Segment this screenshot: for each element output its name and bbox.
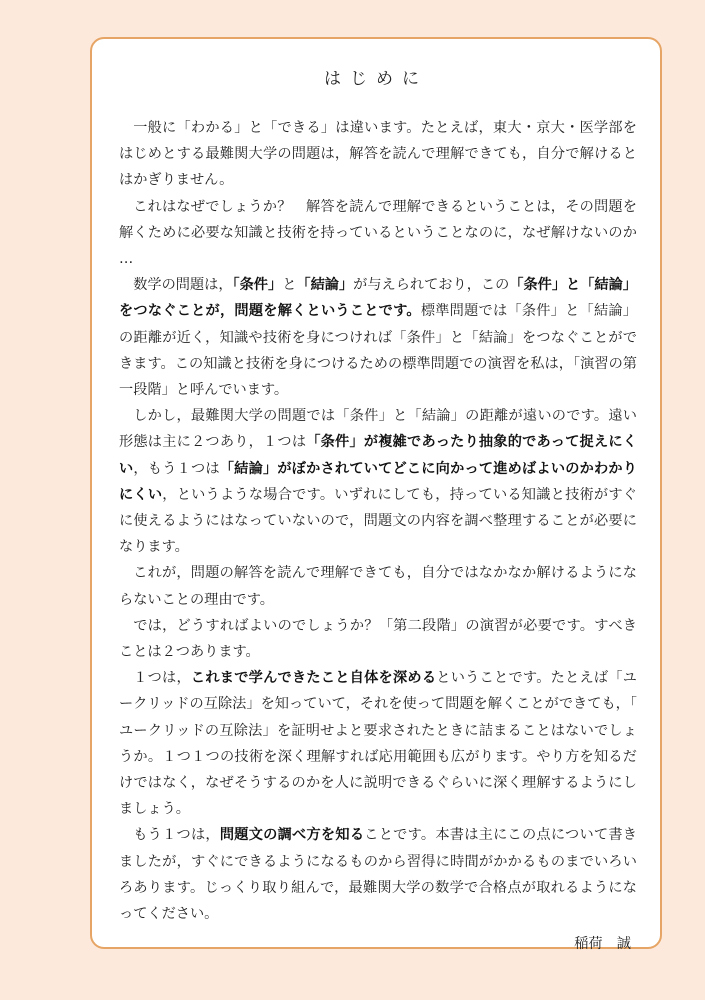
body-text: ，もう１つは (133, 460, 220, 477)
body-text: １つは， (133, 670, 191, 687)
body-text: ことです。本書は主にこの点について書きましたが，すぐにできるようになるものから習得に時間がかかるものまでいろいろあります。じっくり取り組んで，最難関大学の数学で合格点が取れるようになってください。 (119, 827, 637, 923)
body-text: しかし，最難関大学の問題では「条件」と「結論」の距離が遠いのです。遠い形態は主に２つあり，１つは (119, 408, 637, 451)
preface-frame (90, 37, 662, 953)
preface-body (119, 115, 637, 958)
author-name: 稲荷 誠 (574, 936, 631, 953)
body-text: ということです。たとえば「ユークリッドの互除法」を知っていて，それを使って問題を解くことができても，「ユークリッドの互除法」を証明せよと要求されたときに詰まることはないでしょうか。１つ１つの技術を深く理解すれば応用範囲も広がります。やり方を知るだけではなく，なぜそうするのかを人に説明できるぐらいに深く理解するようにしましょう。 (119, 670, 637, 818)
emphasis-text: 「結論」がぼかされていてどこに向かって進めばよいのかわかりにくい (119, 460, 637, 503)
emphasis-text: 「結論」 (296, 277, 354, 294)
paragraph (119, 194, 637, 273)
paragraph (119, 272, 637, 403)
paragraph (119, 613, 637, 665)
body-text: では，どうすればよいのでしょうか？「第二段階」の演習が必要です。すべきことは２つあります。 (119, 617, 637, 661)
body-text: 標準問題では「条件」と「結論」の距離が近く，知識や技術を身につければ「条件」と「結論」をつなぐことができます。この知識と技術を身につけるための標準問題での演習を私は，「演習の第一段階」と呼んでいます。 (119, 303, 637, 399)
body-text: 数学の問題は， (133, 277, 233, 294)
body-text: 一般に「わかる」と「できる」は違います。たとえば，東大・京大・医学部をはじめとする最難関大学の問題は，解答を読んで理解できても，自分で解けるとはかぎりません。 (119, 120, 637, 189)
paragraph (119, 115, 637, 194)
body-text: これが，問題の解答を読んで理解できても，自分ではなかなか解けるようにならないことの理由です。 (119, 565, 637, 608)
emphasis-text: 「条件」 (232, 277, 283, 294)
paragraph (119, 665, 637, 822)
paragraph (119, 403, 637, 560)
emphasis-text: 「条件」と「結論」をつなぐことが，問題を解くということです。 (119, 277, 637, 320)
emphasis-text: これまで学んできたこと自体を深める (190, 670, 437, 687)
body-text: と (282, 277, 297, 294)
paragraph (119, 822, 637, 927)
body-text: もう１つは， (133, 827, 220, 844)
paragraph (119, 560, 637, 612)
body-text: ，というような場合です。いずれにしても，持っている知識と技術がすぐに使えるようにはなっていないので，問題文の内容を調べ整理することが必要になります。 (119, 486, 637, 556)
body-text: これはなぜでしょうか？ 解答を読んで理解できるということは，その問題を解くために必要な知識と技術を持っているということなのに，なぜ解けないのか… (119, 198, 637, 268)
emphasis-text: 「条件」が複雑であったり抽象的であって捉えにくい (119, 434, 637, 477)
body-text: が与えられており，この (353, 277, 510, 294)
emphasis-text: 問題文の調べ方を知る (219, 827, 365, 844)
page-title: はじめに (324, 69, 428, 89)
